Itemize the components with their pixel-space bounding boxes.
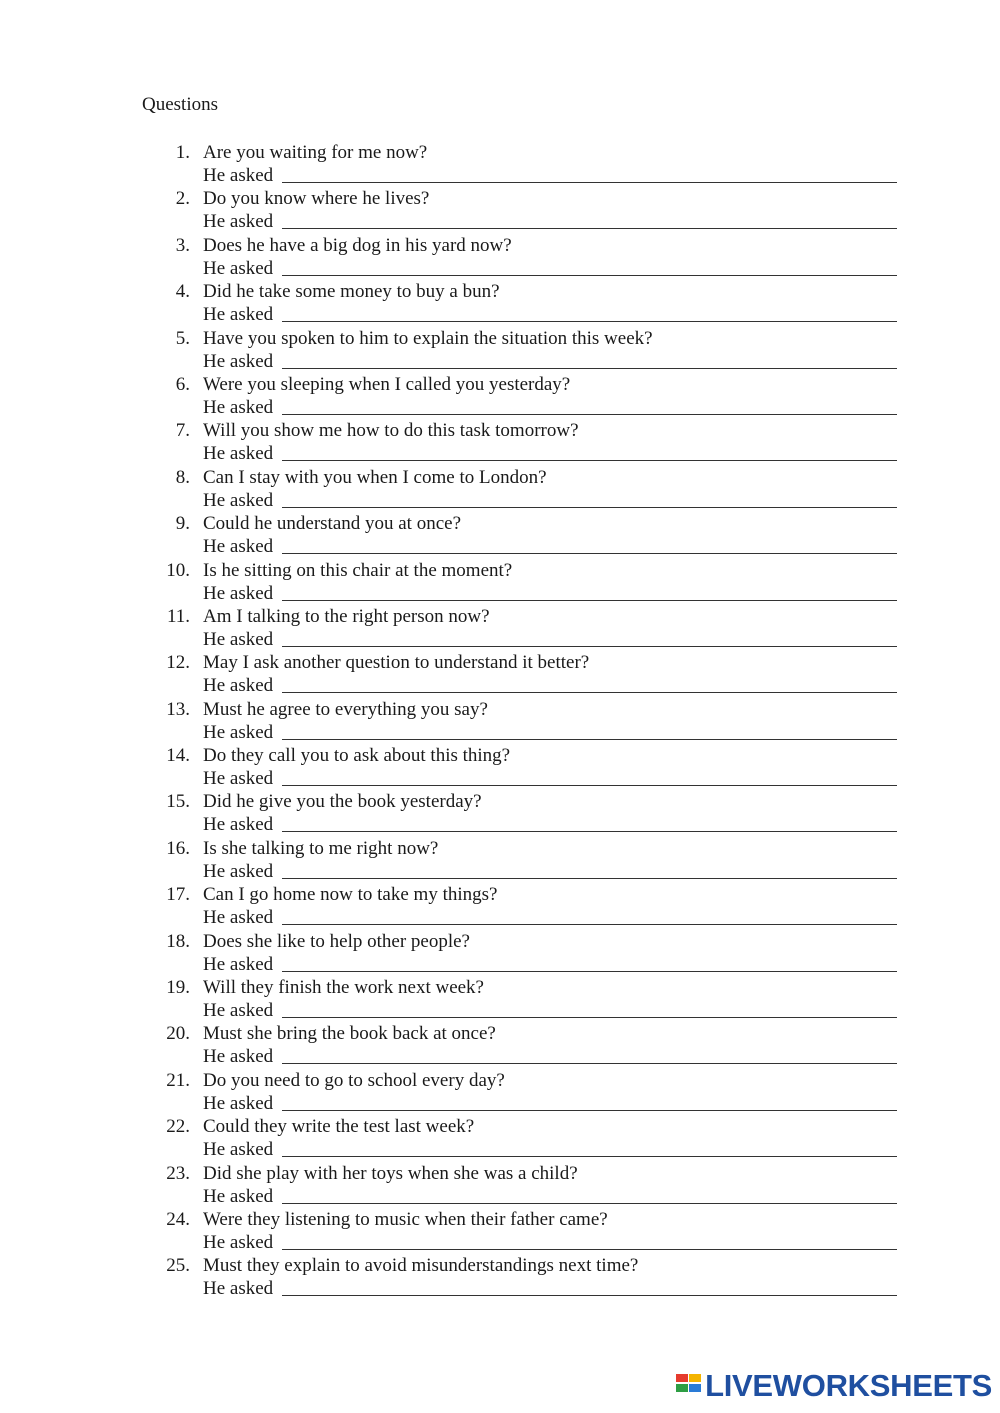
answer-blank[interactable] xyxy=(282,228,897,229)
question-text: Did he give you the book yesterday? xyxy=(203,791,482,813)
question-number: 7. xyxy=(175,420,190,442)
question-text: Must he agree to everything you say? xyxy=(203,698,488,720)
question-number: 4. xyxy=(175,281,190,303)
question-item xyxy=(0,977,1000,1023)
question-text: Does he have a big dog in his yard now? xyxy=(203,234,512,256)
answer-blank[interactable] xyxy=(282,368,897,369)
question-number: 2. xyxy=(175,188,190,210)
question-number: 8. xyxy=(175,466,190,488)
question-item xyxy=(0,884,1000,930)
answer-prefix: He asked xyxy=(203,1139,274,1161)
question-item xyxy=(0,1255,1000,1301)
question-item xyxy=(0,1023,1000,1069)
answer-blank[interactable] xyxy=(282,646,897,647)
question-number: 1. xyxy=(175,142,190,163)
question-text: Have you spoken to him to explain the situation this week? xyxy=(203,327,653,349)
question-number: 20. xyxy=(166,1023,190,1045)
question-text: Can I stay with you when I come to London? xyxy=(203,466,547,488)
answer-prefix: He asked xyxy=(203,1278,274,1300)
question-text: Could he understand you at once? xyxy=(203,513,462,535)
question-text: Are you waiting for me now? xyxy=(203,142,428,163)
question-item xyxy=(0,1209,1000,1255)
answer-prefix: He asked xyxy=(203,1000,274,1022)
answer-blank[interactable] xyxy=(282,739,897,740)
question-item xyxy=(0,931,1000,977)
question-item xyxy=(0,374,1000,420)
answer-blank[interactable] xyxy=(282,785,897,786)
question-number: 17. xyxy=(166,884,190,906)
question-number: 13. xyxy=(166,698,190,720)
question-number: 14. xyxy=(166,745,190,767)
answer-prefix: He asked xyxy=(203,721,274,743)
answer-blank[interactable] xyxy=(282,831,897,832)
question-item xyxy=(0,281,1000,327)
question-list xyxy=(0,142,1000,1302)
answer-prefix: He asked xyxy=(203,489,274,511)
answer-prefix: He asked xyxy=(203,860,274,882)
answer-prefix: He asked xyxy=(203,350,274,372)
question-text: Must they explain to avoid misunderstandings next time? xyxy=(203,1255,639,1277)
question-number: 11. xyxy=(166,605,190,627)
answer-blank[interactable] xyxy=(282,1063,897,1064)
answer-prefix: He asked xyxy=(203,1046,274,1068)
question-text: Can I go home now to take my things? xyxy=(203,884,498,906)
question-text: Do they call you to ask about this thing? xyxy=(203,745,511,767)
answer-prefix: He asked xyxy=(203,628,274,650)
question-item xyxy=(0,420,1000,466)
question-item xyxy=(0,652,1000,698)
question-text: May I ask another question to understand it better? xyxy=(203,652,590,674)
answer-blank[interactable] xyxy=(282,971,897,972)
question-text: Do you need to go to school every day? xyxy=(203,1069,505,1091)
answer-prefix: He asked xyxy=(203,257,274,279)
question-item xyxy=(0,467,1000,513)
answer-prefix: He asked xyxy=(203,443,274,465)
answer-blank[interactable] xyxy=(282,553,897,554)
question-text: Does she like to help other people? xyxy=(203,930,470,952)
question-item xyxy=(0,142,1000,188)
question-text: Could they write the test last week? xyxy=(203,1116,475,1138)
question-item xyxy=(0,1163,1000,1209)
question-number: 5. xyxy=(175,327,190,349)
question-number: 18. xyxy=(166,930,190,952)
question-number: 6. xyxy=(175,373,190,395)
question-text: Do you know where he lives? xyxy=(203,188,430,210)
answer-prefix: He asked xyxy=(203,536,274,558)
question-number: 16. xyxy=(166,837,190,859)
question-text: Is he sitting on this chair at the moment? xyxy=(203,559,513,581)
page-heading: Questions xyxy=(142,94,218,115)
answer-blank[interactable] xyxy=(282,1017,897,1018)
question-number: 23. xyxy=(166,1162,190,1184)
logo-text: LIVEWORKSHEETS xyxy=(705,1368,992,1403)
question-item xyxy=(0,606,1000,652)
question-item xyxy=(0,791,1000,837)
question-text: Will you show me how to do this task tomorrow? xyxy=(203,420,579,442)
question-number: 21. xyxy=(166,1069,190,1091)
answer-prefix: He asked xyxy=(203,582,274,604)
answer-prefix: He asked xyxy=(203,165,274,186)
answer-prefix: He asked xyxy=(203,953,274,975)
question-number: 9. xyxy=(175,513,190,535)
question-text: Were they listening to music when their father came? xyxy=(203,1208,608,1230)
question-text: Is she talking to me right now? xyxy=(203,837,439,859)
question-item xyxy=(0,513,1000,559)
question-item xyxy=(0,560,1000,606)
answer-prefix: He asked xyxy=(203,304,274,326)
question-number: 25. xyxy=(166,1255,190,1277)
logo-block xyxy=(689,1384,701,1392)
question-text: Must she bring the book back at once? xyxy=(203,1023,496,1045)
answer-prefix: He asked xyxy=(203,1185,274,1207)
question-number: 10. xyxy=(166,559,190,581)
logo-block xyxy=(689,1374,701,1382)
logo-block xyxy=(676,1384,688,1392)
answer-blank[interactable] xyxy=(282,414,897,415)
question-item xyxy=(0,328,1000,374)
answer-prefix: He asked xyxy=(203,768,274,790)
answer-blank[interactable] xyxy=(282,1203,897,1204)
answer-prefix: He asked xyxy=(203,814,274,836)
question-number: 3. xyxy=(175,234,190,256)
question-item xyxy=(0,188,1000,234)
answer-blank[interactable] xyxy=(282,1249,897,1250)
question-item xyxy=(0,838,1000,884)
question-text: Am I talking to the right person now? xyxy=(203,605,490,627)
question-text: Did she play with her toys when she was a child? xyxy=(203,1162,578,1184)
question-number: 19. xyxy=(166,977,190,999)
answer-blank[interactable] xyxy=(282,1110,897,1111)
answer-blank[interactable] xyxy=(282,600,897,601)
question-text: Did he take some money to buy a bun? xyxy=(203,281,500,303)
question-number: 24. xyxy=(166,1208,190,1230)
question-item xyxy=(0,235,1000,281)
logo-icon xyxy=(676,1372,702,1400)
answer-blank[interactable] xyxy=(282,182,897,183)
answer-blank[interactable] xyxy=(282,692,897,693)
logo-block xyxy=(676,1374,688,1382)
answer-blank[interactable] xyxy=(282,321,897,322)
answer-prefix: He asked xyxy=(203,1092,274,1114)
liveworksheets-logo xyxy=(676,1369,992,1403)
answer-blank[interactable] xyxy=(282,507,897,508)
question-number: 22. xyxy=(166,1116,190,1138)
answer-prefix: He asked xyxy=(203,675,274,697)
answer-blank[interactable] xyxy=(282,878,897,879)
answer-prefix: He asked xyxy=(203,1231,274,1253)
question-number: 12. xyxy=(166,652,190,674)
answer-blank[interactable] xyxy=(282,275,897,276)
answer-prefix: He asked xyxy=(203,211,274,233)
answer-prefix: He asked xyxy=(203,907,274,929)
question-text: Will they finish the work next week? xyxy=(203,977,484,999)
question-number: 15. xyxy=(166,791,190,813)
answer-blank[interactable] xyxy=(282,1156,897,1157)
question-item xyxy=(0,1070,1000,1116)
answer-blank[interactable] xyxy=(282,1295,897,1296)
answer-blank[interactable] xyxy=(282,924,897,925)
question-item xyxy=(0,699,1000,745)
answer-prefix: He asked xyxy=(203,396,274,418)
question-text: Were you sleeping when I called you yesterday? xyxy=(203,373,571,395)
answer-blank[interactable] xyxy=(282,460,897,461)
question-item xyxy=(0,1116,1000,1162)
question-item xyxy=(0,745,1000,791)
